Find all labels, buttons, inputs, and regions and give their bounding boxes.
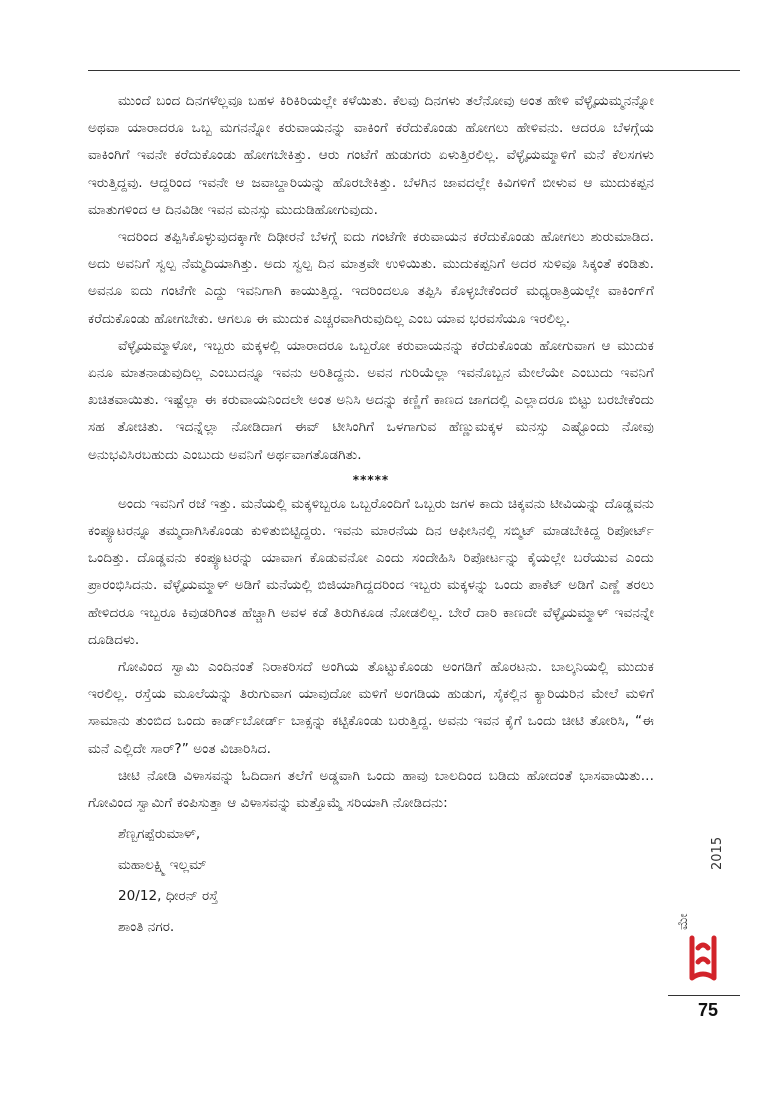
- magazine-logo: [686, 934, 720, 984]
- address-line: ಮಹಾಲಕ್ಷ್ಮಿ ಇಲ್ಲಮ್: [118, 857, 207, 874]
- section-divider: *****: [352, 472, 390, 487]
- paragraph: ಗೋವಿಂದ ಸ್ವಾಮಿ ಎಂದಿನಂತೆ ನಿರಾಕರಿಸದೆ ಅಂಗಿಯ ತೊಟ್ಟುಕೊಂಡು ಅಂಗಡಿಗೆ ಹೊರಟನು. ಬಾಲ್ಕನಿಯಲ್ಲಿ ಮುದುಕ ಇರಲಿಲ್ಲ. ರಸ್ತೆಯ ಮೂಲೆಯನ್ನು ತಿರುಗುವಾಗ ಯಾವುದೋ ಮಳಿಗೆ ಅಂಗಡಿಯ ಹುಡುಗ, ಸೈಕಲ್ಲಿನ ಕ್ಯಾರಿಯರಿನ ಮೇಲೆ ಮಳಿಗೆ ಸಾಮಾನು ತುಂಬಿದ ಒಂದು ಕಾರ್ಡ್‌ಬೋರ್ಡ್ ಬಾಕ್ಸನ್ನು ಕಟ್ಟಿಕೊಂಡು ಬರುತ್ತಿದ್ದ. ಅವನು ಇವನ ಕೈಗೆ ಒಂದು ಚೀಟಿ ತೋರಿಸಿ, “ಈ ಮನೆ ಎಲ್ಲಿದೇ ಸಾರ್?” ಅಂತ ವಿಚಾರಿಸಿದ.: [88, 659, 654, 757]
- paragraph: ಮುಂದೆ ಬಂದ ದಿನಗಳೆಲ್ಲವೂ ಬಹಳ ಕಿರಿಕಿರಿಯಲ್ಲೇ ಕಳೆಯಿತು. ಕೆಲವು ದಿನಗಳು ತಲೆನೋವು ಅಂತ ಹೇಳಿ ವೆಳ್ಳೈಯಮ್ಮನನ್ನೋ ಅಥವಾ ಯಾರಾದರೂ ಒಬ್ಬ ಮಗನನ್ನೋ ಕರುವಾಯನನ್ನು ವಾಕಿಂಗೆ ಕರೆದುಕೊಂಡು ಹೋಗಲು ಹೇಳಿವನು. ಆದರೂ ಬೆಳಗ್ಗೆಯ ವಾಕಿಂಗಿಗೆ ಇವನೇ ಕರೆದುಕೊಂಡು ಹೋಗಬೇಕಿತ್ತು. ಆರು ಗಂಟೆಗೆ ಹುಡುಗರು ಏಳುತ್ತಿರಲಿಲ್ಲ. ವೆಳ್ಳೈಯಮ್ಮಾಳಿಗೆ ಮನೆ ಕೆಲಸಗಳು ಇರುತ್ತಿದ್ದವು. ಆದ್ದರಿಂದ ಇವನೇ ಆ ಜವಾಬ್ದಾರಿಯನ್ನು ಹೊರಬೇಕಿತ್ತು. ಬೆಳಗಿನ ಜಾವದಲ್ಲೇ ಕಿವಿಗಳಿಗೆ ಬೀಳುವ ಆ ಮುದುಕಪ್ಪನ ಮಾತುಗಳಿಂದ ಆ ದಿನವಿಡೀ ಇವನ ಮನಸ್ಸು ಮುದುಡಿಹೋಗುವುದು.: [88, 93, 654, 218]
- paragraph: ಇದರಿಂದ ತಪ್ಪಿಸಿಕೊಳ್ಳುವುದಕ್ಕಾಗೇ ದಿಢೀರನೆ ಬೆಳಗ್ಗೆ ಐದು ಗಂಟೆಗೇ ಕರುವಾಯನ ಕರೆದುಕೊಂಡು ಹೋಗಲು ಶುರುಮಾಡಿದ. ಅದು ಅವನಿಗೆ ಸ್ವಲ್ಪ ನೆಮ್ಮದಿಯಾಗಿತ್ತು. ಅದು ಸ್ವಲ್ಪ ದಿನ ಮಾತ್ರವೇ ಉಳಿಯಿತು. ಮುದುಕಪ್ಪನಿಗೆ ಅದರ ಸುಳಿವೂ ಸಿಕ್ಕಂತೆ ಕಂಡಿತು. ಅವನೂ ಐದು ಗಂಟೆಗೇ ಎದ್ದು ಇವನಿಗಾಗಿ ಕಾಯುತ್ತಿದ್ದ. ಇದರಿಂದಲೂ ತಪ್ಪಿಸಿ ಕೊಳ್ಳಬೇಕೆಂದರೆ ಮಧ್ಯರಾತ್ರಿಯಲ್ಲೇ ವಾಕಿಂಗ್‌ಗೆ ಕರೆದುಕೊಂಡು ಹೋಗಬೇಕು. ಆಗಲೂ ಈ ಮುದುಕ ಎಚ್ಚರವಾಗಿರುವುದಿಲ್ಲ ಎಂಬ ಯಾವ ಭರವಸೆಯೂ ಇರಲಿಲ್ಲ.: [88, 229, 654, 327]
- page-number: 75: [697, 1000, 719, 1020]
- article-body: [88, 88, 654, 943]
- paragraph: ಅಂದು ಇವನಿಗೆ ರಜೆ ಇತ್ತು. ಮನೆಯಲ್ಲಿ ಮಕ್ಕಳಿಬ್ಬರೂ ಒಬ್ಬರೊಂದಿಗೆ ಒಬ್ಬರು ಜಗಳ ಕಾದು ಚಿಕ್ಕವನು ಟೀವಿಯನ್ನು ದೊಡ್ಡವನು ಕಂಪ್ಯೂಟರನ್ನೂ ತಮ್ಮದಾಗಿಸಿಕೊಂಡು ಕುಳಿತುಬಿಟ್ಟಿದ್ದರು. ಇವನು ಮಾರನೆಯ ದಿನ ಆಫೀಸಿನಲ್ಲಿ ಸಬ್ಮಿಟ್ ಮಾಡಬೇಕಿದ್ದ ರಿಪೋರ್ಟ್ ಒಂದಿತ್ತು. ದೊಡ್ಡವನು ಕಂಪ್ಯೂಟರನ್ನು ಯಾವಾಗ ಕೊಡುವನೋ ಎಂದು ಸಂದೇಹಿಸಿ ರಿಪೋರ್ಟನ್ನು ಕೈಯಲ್ಲೇ ಬರೆಯುವ ಎಂದು ಪ್ರಾರಂಭಿಸಿದನು. ವೆಳ್ಳೈಯಮ್ಮಾಳ್ ಅಡಿಗೆ ಮನೆಯಲ್ಲಿ ಬಿಜಿಯಾಗಿದ್ದದರಿಂದ ಇಬ್ಬರು ಮಕ್ಕಳನ್ನು ಒಂದು ಪಾಕೆಟ್ ಅಡಿಗೆ ಎಣ್ಣೆ ತರಲು ಹೇಳಿದರೂ ಇಬ್ಬರೂ ಕಿವುಡರಿಗಿಂತ ಹೆಚ್ಚಾಗಿ ಅವಳ ಕಡೆ ತಿರುಗಿಕೂಡ ನೋಡಲಿಲ್ಲ. ಬೇರೆ ದಾರಿ ಕಾಣದೇ ವೆಳ್ಳೈಯಮ್ಮಾಳ್ ಇವನನ್ನೇ ದೂಡಿದಳು.: [88, 495, 654, 648]
- address-line: ಶಾಂತಿ ನಗರ.: [118, 919, 175, 936]
- paragraph: ಚೀಟಿ ನೋಡಿ ವಿಳಾಸವನ್ನು ಓದಿದಾಗ ತಲೆಗೆ ಅಡ್ಡವಾಗಿ ಒಂದು ಹಾವು ಬಾಲದಿಂದ ಬಡಿದು ಹೋದಂತೆ ಭಾಸವಾಯಿತು... ಗೋವಿಂದ ಸ್ವಾಮಿಗೆ ಕಂಪಿಸುತ್ತಾ ಆ ವಿಳಾಸವನ್ನು ಮತ್ತೊಮ್ಮೆ ಸರಿಯಾಗಿ ನೋಡಿದನು:: [88, 767, 654, 812]
- top-rule: [88, 70, 740, 71]
- magazine-logo-mark: [686, 934, 720, 984]
- page-number-rule: [668, 995, 740, 996]
- address-line: ಶೆಣ್ಬಗಪ್ಪೆರುಮಾಳ್,: [118, 826, 201, 843]
- address-block: [118, 819, 654, 943]
- issue-month: ಮೇ: [676, 913, 691, 930]
- paragraph: ವೆಳ್ಳೈಯಮ್ಮಾಳೋ, ಇಬ್ಬರು ಮಕ್ಕಳಲ್ಲಿ ಯಾರಾದರೂ ಒಬ್ಬರೋ ಕರುವಾಯನನ್ನು ಕರೆದುಕೊಂಡು ಹೋಗುವಾಗ ಆ ಮುದುಕ ಏನೂ ಮಾತನಾಡುವುದಿಲ್ಲ ಎಂಬುದನ್ನೂ ಇವನು ಅರಿತಿದ್ದನು. ಅವನ ಗುರಿಯೆಲ್ಲಾ ಇವನೊಬ್ಬನ ಮೇಲೆಯೇ ಎಂಬುದು ಇವನಿಗೆ ಖಚಿತವಾಯಿತು. ಇಷ್ಟೆಲ್ಲಾ ಈ ಕರುವಾಯನಿಂದಲೇ ಅಂತ ಅನಿಸಿ ಅದನ್ನು ಕಣ್ಣಿಗೆ ಕಾಣದ ಜಾಗದಲ್ಲಿ ಎಲ್ಲಾದರೂ ಬಿಟ್ಟು ಬರಬೇಕೆಂದು ಸಹ ತೋಚಿತು. ಇದನ್ನೆಲ್ಲಾ ನೋಡಿದಾಗ ಈವ್ ಟೀಸಿಂಗಿಗೆ ಒಳಗಾಗುವ ಹೆಣ್ಣುಮಕ್ಕಳ ಮನಸ್ಸು ಎಷ್ಟೊಂದು ನೋವು ಅನುಭವಿಸಿರಬಹುದು ಎಂಬುದು ಅವನಿಗೆ ಅರ್ಥವಾಗತೊಡಗಿತು.: [88, 337, 654, 463]
- issue-year: 2015: [710, 836, 725, 870]
- address-line: 20/12, ಧೀರನ್ ರಸ್ತೆ: [118, 888, 219, 905]
